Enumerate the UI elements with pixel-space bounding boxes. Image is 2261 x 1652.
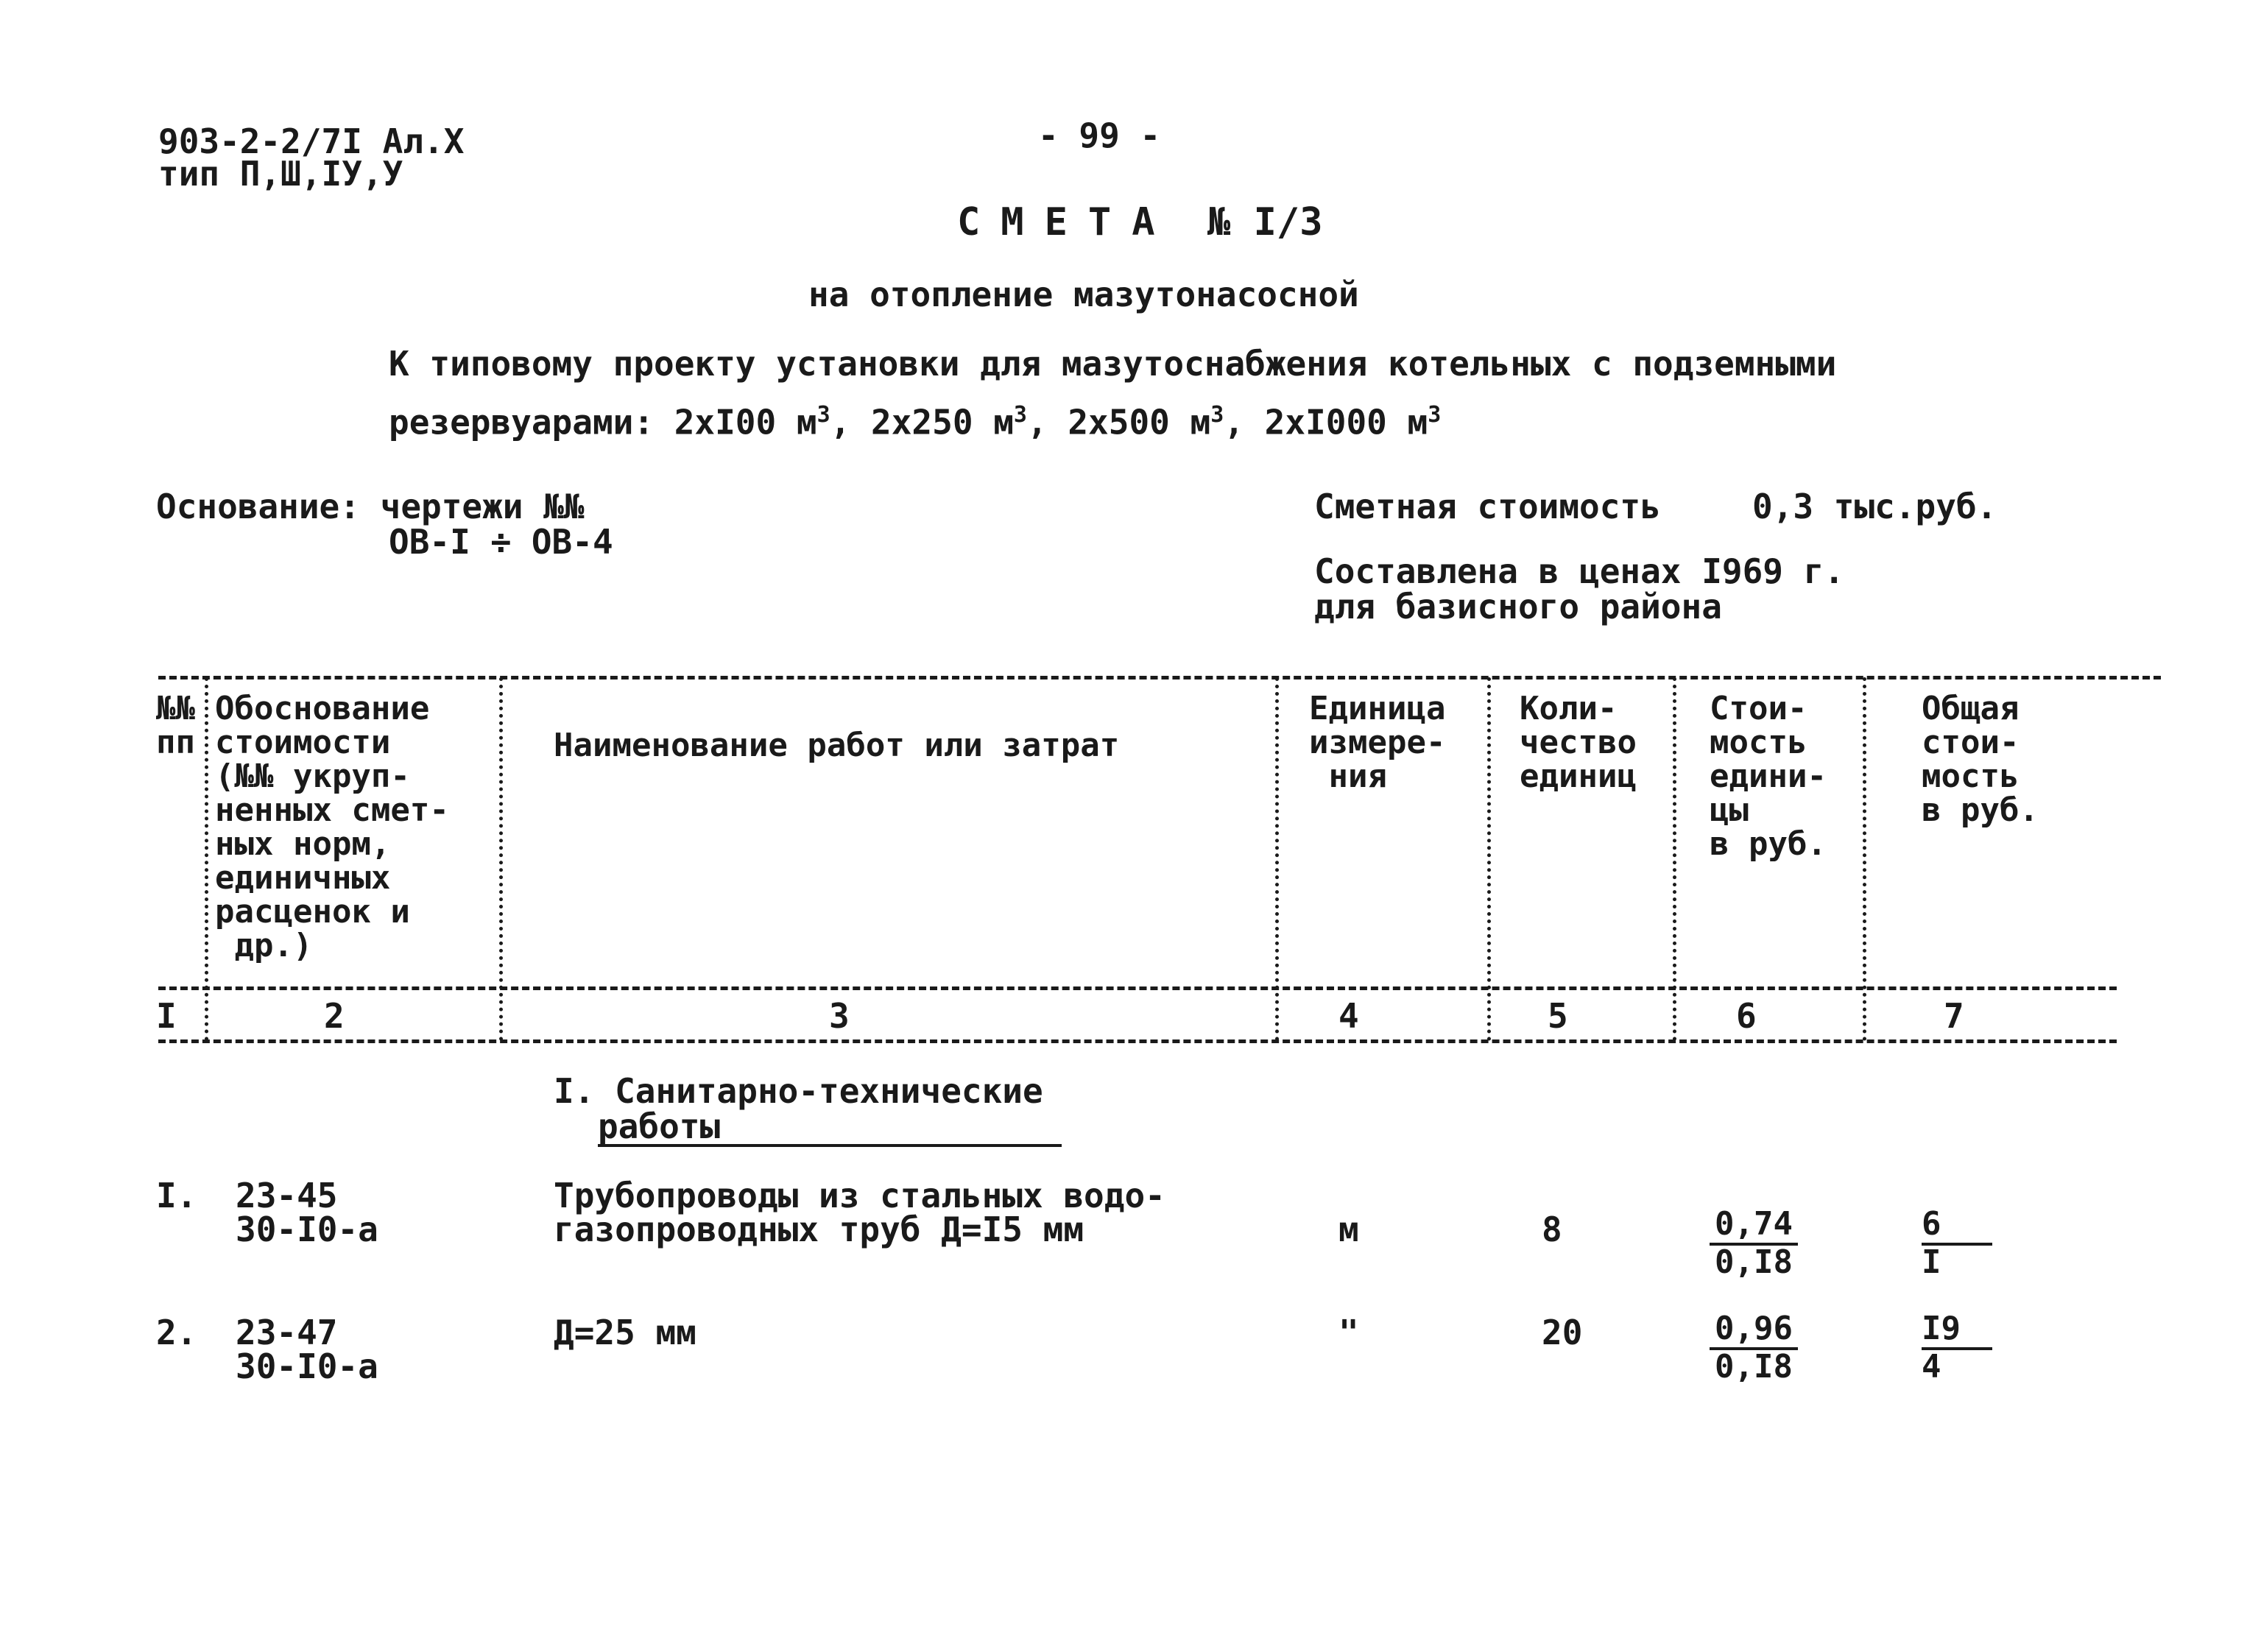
col-header-num: №№ пп	[156, 690, 195, 761]
col-number-6: 6	[1736, 996, 1757, 1036]
col-number-1: I	[156, 996, 177, 1036]
row-qty: 20	[1542, 1313, 1583, 1352]
basis-drawings: ОВ-I ÷ ОВ-4	[389, 522, 613, 562]
doc-subtitle: на отопление мазутонасосной	[808, 275, 1359, 314]
row-basis-2: 30-I0-а	[236, 1210, 378, 1249]
cost-value: 0,3 тыс.руб.	[1752, 487, 1997, 526]
col-number-4: 4	[1338, 996, 1359, 1036]
col-header-name: Наименование работ или затрат	[554, 727, 1120, 764]
row-basis-1: 23-47	[236, 1313, 338, 1352]
cost-label: Сметная стоимость	[1314, 487, 1661, 526]
doc-title: СМЕТА	[957, 200, 1176, 244]
col-sep-5	[1673, 677, 1676, 1041]
row-basis-2: 30-I0-а	[236, 1346, 378, 1386]
table-numbers-rule	[158, 1039, 2117, 1043]
row-unit: м	[1338, 1210, 1359, 1249]
page-number: - 99 -	[1038, 116, 1161, 155]
col-sep-6	[1863, 677, 1866, 1041]
row-unit: "	[1338, 1313, 1359, 1352]
row-total: $\frac{6}{I}$	[1922, 1207, 1992, 1279]
table-top-rule	[158, 676, 2161, 679]
row-name-1: Трубопроводы из стальных водо-	[554, 1176, 1165, 1215]
col-header-unit-cost: Стои- мость едини- цы в руб.	[1710, 690, 1827, 863]
row-unit-cost: $\frac{0,74}{0,I8}$	[1710, 1207, 1798, 1279]
row-total: $\frac{I9}{4}$	[1922, 1312, 1992, 1384]
col-sep-2	[499, 677, 503, 1041]
col-number-2: 2	[324, 996, 345, 1036]
row-unit-cost: $\frac{0,96}{0,I8}$	[1710, 1312, 1798, 1384]
document-type: тип П,Ш,IУ,У	[158, 154, 403, 194]
col-number-7: 7	[1944, 996, 1964, 1036]
document-code: 903-2-2/7I Ал.X	[158, 121, 465, 161]
col-number-5: 5	[1548, 996, 1568, 1036]
doc-number: № I/3	[1207, 200, 1323, 244]
row-qty: 8	[1542, 1210, 1562, 1249]
section-underline	[598, 1144, 1062, 1147]
row-name-2: газопроводных труб Д=I5 мм	[554, 1210, 1084, 1249]
section-heading-line2: работы	[598, 1106, 721, 1146]
row-basis-1: 23-45	[236, 1176, 338, 1215]
row-num: 2.	[156, 1313, 197, 1352]
col-header-basis: Обоснование стоимости (№№ укруп- ненных смет- ных норм, единичных расценок и др.)	[215, 690, 449, 964]
basis-label: Основание: чертежи №№	[156, 487, 585, 526]
prices-line-1: Составлена в ценах I969 г.	[1314, 551, 1845, 591]
col-header-qty: Коли- чество единиц	[1520, 690, 1637, 795]
col-number-3: 3	[829, 996, 850, 1036]
row-num: I.	[156, 1176, 197, 1215]
table-header-rule	[158, 986, 2117, 990]
col-sep-1	[205, 677, 208, 1041]
prices-line-2: для базисного района	[1314, 587, 1722, 626]
col-header-unit: Единица измере- ния	[1309, 690, 1446, 795]
col-sep-3	[1275, 677, 1279, 1041]
project-line-2: резервуарами: 2xI00 $м^3$, 2x250 $м^3$, 2x500 $м^3$, 2xI000 $м^3$	[389, 402, 1442, 442]
section-heading-line1: I. Санитарно-технические	[554, 1071, 1043, 1111]
row-name-1: Д=25 мм	[554, 1313, 696, 1352]
col-sep-4	[1487, 677, 1491, 1041]
project-line-1: К типовому проекту установки для мазутоснабжения котельных с подземными	[389, 344, 1837, 384]
col-header-total: Общая стои- мость в руб.	[1922, 690, 2039, 829]
